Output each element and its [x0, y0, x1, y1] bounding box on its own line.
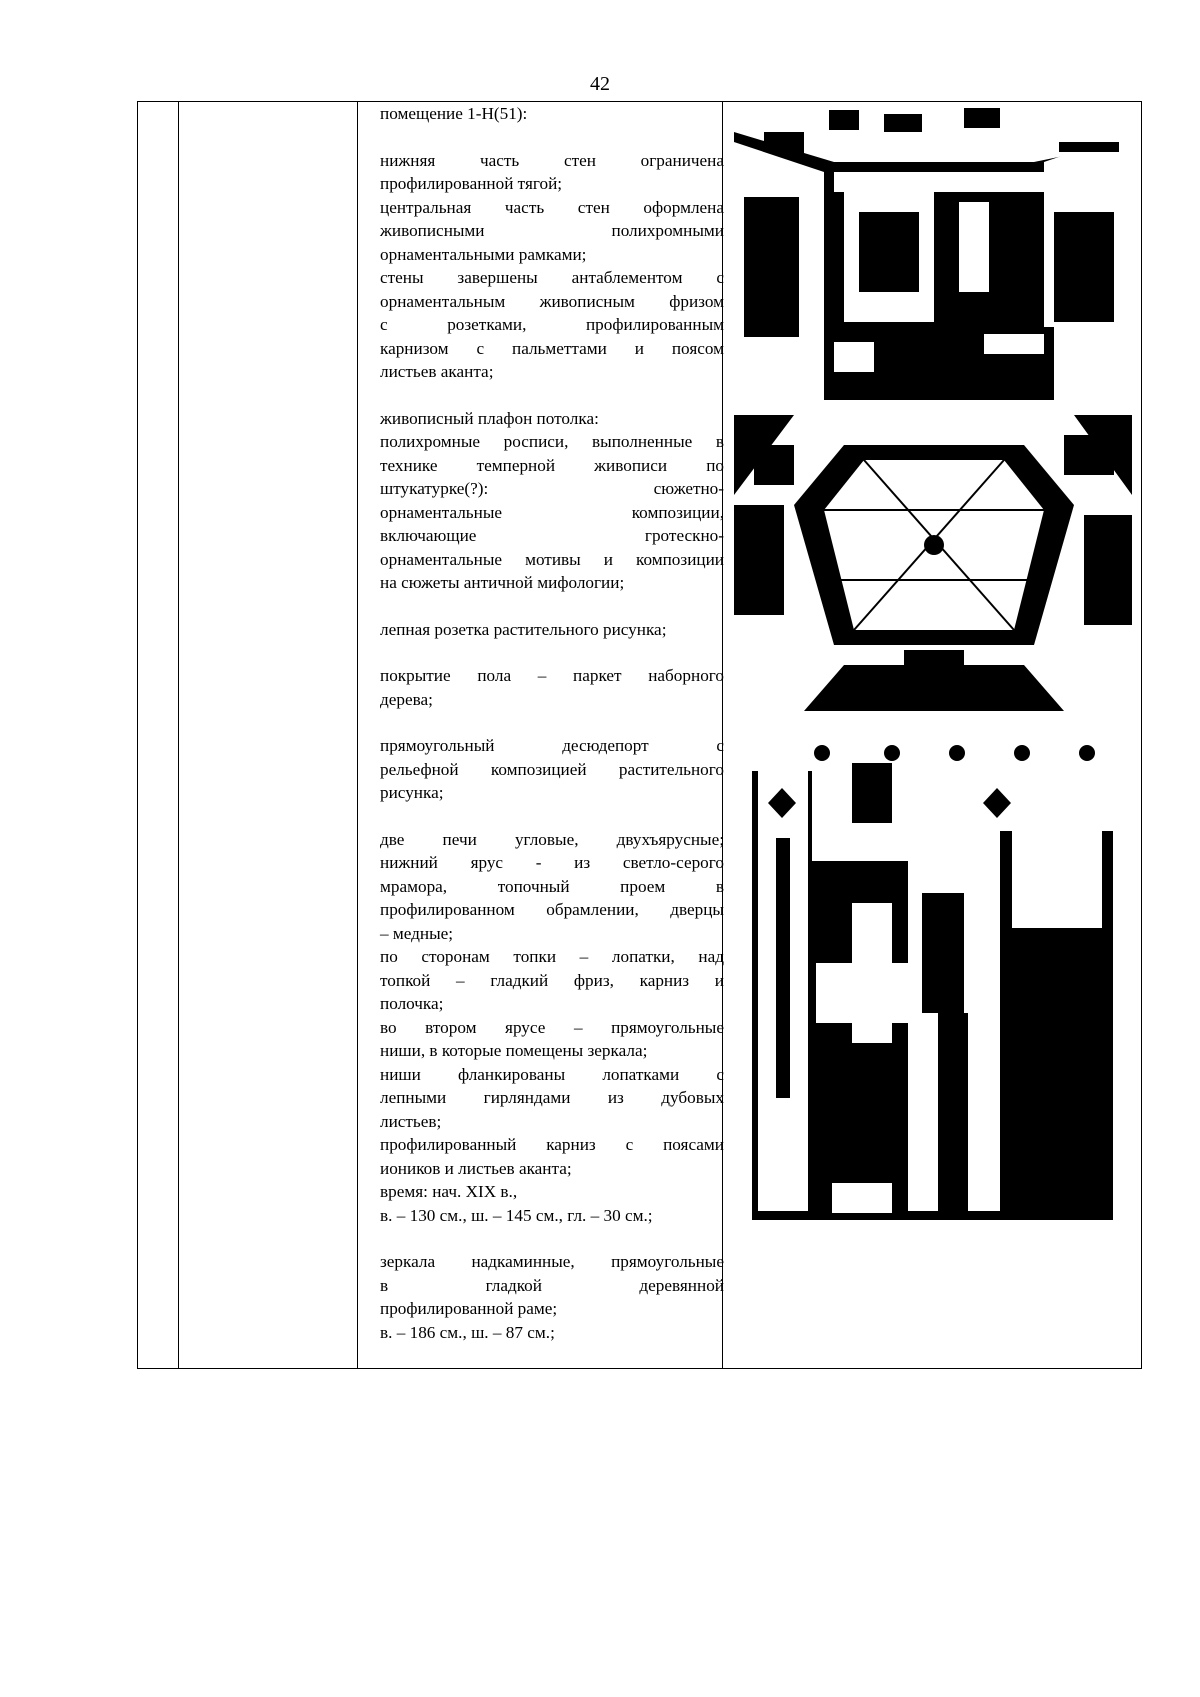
- overdoor-line: рисунка;: [380, 783, 444, 802]
- walls-line: карнизом с пальметтами и поясом: [380, 338, 724, 358]
- stove-line: мрамора, топочный проем в: [380, 876, 724, 896]
- ceiling-photo: [734, 415, 1132, 711]
- column-divider: [357, 102, 358, 1368]
- ceiling-line: живописный плафон потолка:: [380, 408, 599, 428]
- walls-line: орнаментальными рамками;: [380, 244, 587, 264]
- stove-line: во втором ярусе – прямоугольные: [380, 1017, 724, 1037]
- walls-line: центральная часть стен оформлена: [380, 197, 724, 217]
- ceiling-line: на сюжеты античной мифологии;: [380, 573, 625, 592]
- mirror-line: профилированной раме;: [380, 1299, 558, 1318]
- overdoor-photo-image: [752, 743, 1113, 1220]
- walls-line: орнаментальным живописным фризом: [380, 291, 724, 311]
- stove-line: – медные;: [380, 923, 454, 943]
- stove-line: листьев;: [380, 1111, 442, 1131]
- walls-line: профилированной тягой;: [380, 174, 563, 193]
- stove-line: лепными гирляндами из дубовых: [380, 1088, 724, 1107]
- ceiling-line: штукатурке(?): сюжетно-: [380, 479, 724, 498]
- stove-line: профилированный карниз с поясами: [380, 1135, 724, 1154]
- room-heading: помещение 1-Н(51):: [380, 104, 528, 123]
- description-cell: [370, 102, 724, 1344]
- ceiling-line: орнаментальные композиции,: [380, 502, 724, 522]
- overdoor-photo: [752, 743, 1113, 1220]
- stove-line: профилированном обрамлении, дверцы: [380, 900, 724, 919]
- stove-line: полочка;: [380, 994, 444, 1013]
- ceiling-photo-image: [734, 415, 1132, 711]
- stove-line: топкой – гладкий фриз, карниз и: [380, 970, 724, 990]
- stove-line: иоников и листьев аканта;: [380, 1158, 572, 1178]
- walls-photo-image: [734, 102, 1132, 400]
- page-number: 42: [590, 73, 610, 95]
- stove-line: нижний ярус - из светло-серого: [380, 853, 724, 872]
- walls-line: живописными полихромными: [380, 221, 724, 240]
- walls-photo: [734, 102, 1132, 400]
- mirror-line: в. – 186 см., ш. – 87 см.;: [380, 1322, 555, 1342]
- mirror-line: зеркала надкаминные, прямоугольные: [380, 1252, 724, 1271]
- stove-line: ниши, в которые помещены зеркала;: [380, 1041, 648, 1060]
- stove-line: время: нач. XIX в.,: [380, 1182, 518, 1201]
- ceiling-line: технике темперной живописи по: [380, 455, 724, 475]
- overdoor-line: рельефной композицией растительного: [380, 759, 724, 779]
- floor-line: дерева;: [380, 689, 433, 709]
- walls-line: с розетками, профилированным: [380, 315, 724, 334]
- floor-line: покрытие пола – паркет наборного: [380, 666, 724, 685]
- stove-line: в. – 130 см., ш. – 145 см., гл. – 30 см.;: [380, 1205, 653, 1225]
- rosette-line: лепная розетка растительного рисунка;: [380, 619, 667, 639]
- walls-line: нижняя часть стен ограничена: [380, 150, 724, 170]
- ceiling-line: включающие гротескно-: [380, 526, 724, 545]
- stove-line: по сторонам топки – лопатки, над: [380, 947, 724, 966]
- ceiling-line: орнаментальные мотивы и композиции: [380, 549, 724, 569]
- overdoor-line: прямоугольный десюдепорт с: [380, 736, 724, 755]
- ceiling-line: полихромные росписи, выполненные в: [380, 432, 724, 451]
- column-divider: [178, 102, 179, 1368]
- walls-line: стены завершены антаблементом с: [380, 268, 724, 287]
- stove-line: две печи угловые, двухъярусные;: [380, 829, 724, 849]
- mirror-line: в гладкой деревянной: [380, 1275, 724, 1295]
- stove-line: ниши фланкированы лопатками с: [380, 1064, 724, 1084]
- walls-line: листьев аканта;: [380, 362, 494, 381]
